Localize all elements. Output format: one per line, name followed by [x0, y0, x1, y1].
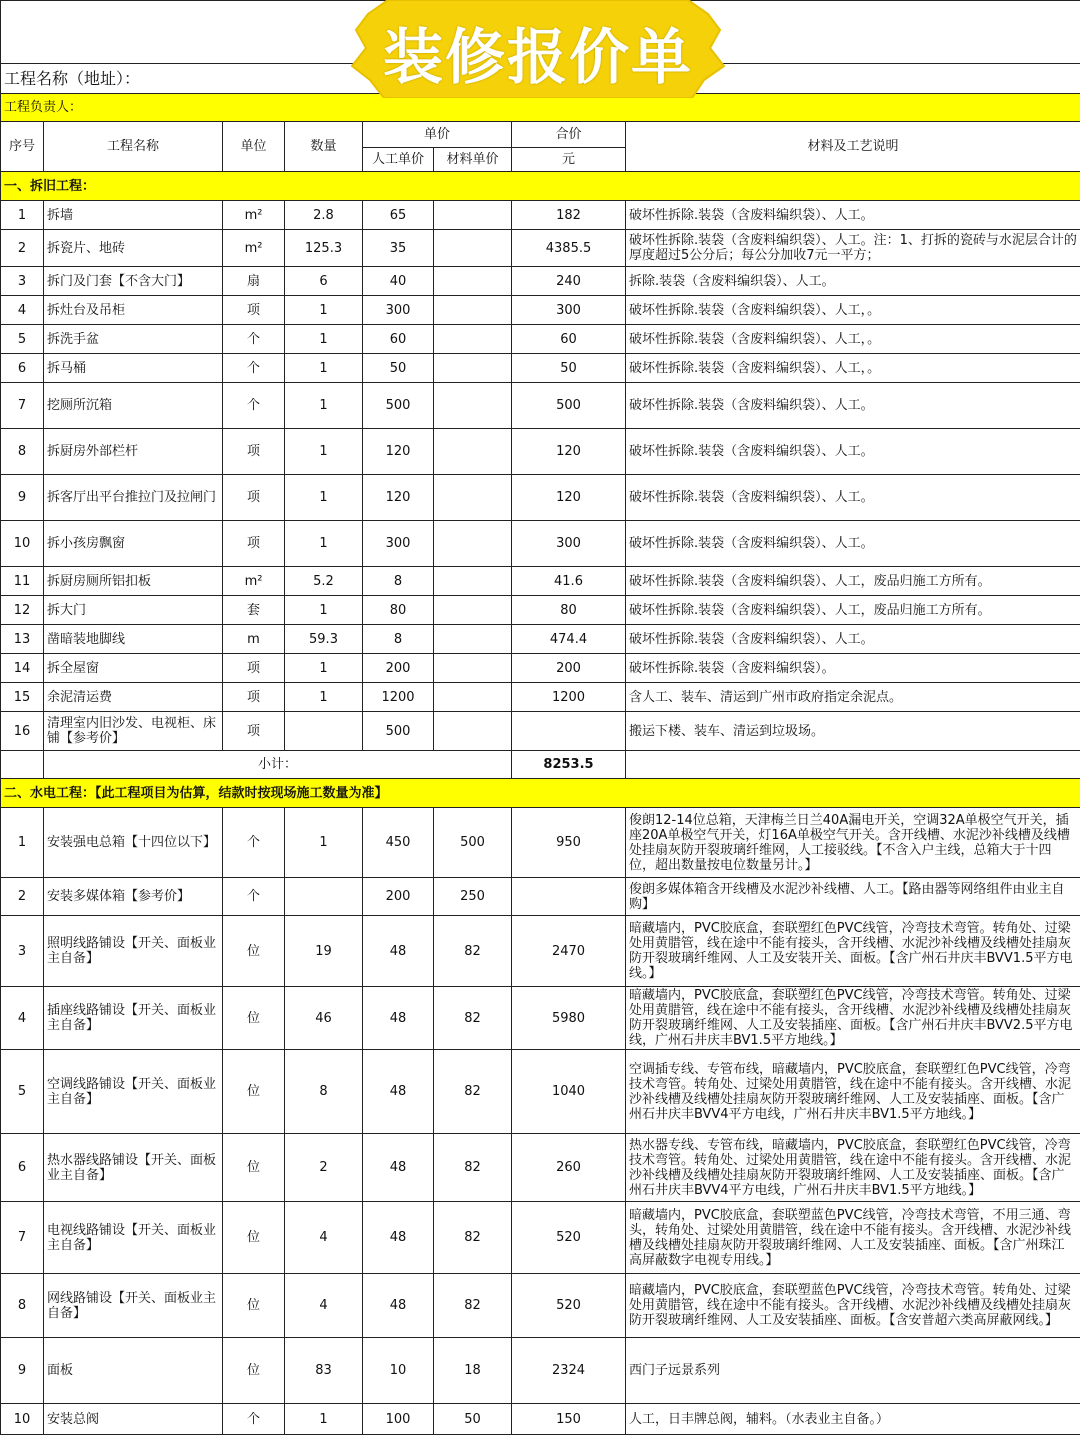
- row-qty: 1: [285, 383, 363, 429]
- row-material-price: [434, 596, 512, 625]
- row-name: 拆瓷片、地砖: [44, 230, 223, 267]
- row-labor-price: 48: [363, 1050, 434, 1134]
- row-material-price: 250: [434, 878, 512, 916]
- row-desc: 破坏性拆除.装袋（含废料编织袋）、人工，废品归施工方所有。: [626, 596, 1080, 625]
- row-desc: 破坏性拆除.装袋（含废料编织袋）、人工。: [626, 625, 1080, 654]
- row-desc: 暗藏墙内，PVC胶底盒，套联塑蓝色PVC线管，冷弯技术弯管，不用三通、弯头，转角处、过梁处用黄腊管，线在途中不能有接头。含开线槽、水泥沙补线槽及线槽处挂扇灰防开裂玻璃纤维网、人工及安装插座、面板。【含广州珠江高屏蔽数字电视专用线。】: [626, 1202, 1080, 1274]
- row-no: 4: [1, 987, 44, 1050]
- row-labor-price: 10: [363, 1338, 434, 1404]
- row-total: 500: [512, 383, 626, 429]
- table-row: [1, 808, 1080, 878]
- row-total: [512, 712, 626, 751]
- row-desc: 西门子远景系列: [626, 1338, 1080, 1404]
- row-material-price: [434, 683, 512, 712]
- header-qty: 数量: [285, 122, 363, 172]
- row-total: 150: [512, 1404, 626, 1435]
- subtotal-desc-blank: [626, 751, 1080, 779]
- table-row: [1, 1274, 1080, 1338]
- subtotal-label: 小计：: [44, 751, 512, 779]
- table-row: [1, 1338, 1080, 1404]
- row-material-price: 18: [434, 1338, 512, 1404]
- row-desc: 搬运下楼、装车、清运到垃圾场。: [626, 712, 1080, 751]
- row-name: 面板: [44, 1338, 223, 1404]
- row-total: 80: [512, 596, 626, 625]
- row-no: 6: [1, 354, 44, 383]
- row-desc: 人工，日丰牌总阀，辅料。（水表业主自备。）: [626, 1404, 1080, 1435]
- row-desc: 俊朗多媒体箱含开线槽及水泥沙补线槽、人工。【路由器等网络组件由业主自购】: [626, 878, 1080, 916]
- row-total: 240: [512, 267, 626, 296]
- row-material-price: [434, 654, 512, 683]
- row-unit: 项: [223, 521, 285, 567]
- row-no: 8: [1, 429, 44, 475]
- row-total: 200: [512, 654, 626, 683]
- row-total: 60: [512, 325, 626, 354]
- row-qty: 5.2: [285, 567, 363, 596]
- row-total: 950: [512, 808, 626, 878]
- row-qty: [285, 878, 363, 916]
- table-row: [1, 325, 1080, 354]
- row-desc: 热水器专线、专管布线，暗藏墙内，PVC胶底盒，套联塑红色PVC线管，冷弯技术弯管。转角处、过梁处用黄腊管，线在途中不能有接头。含开线槽、水泥沙补线槽及线槽处挂扇灰防开裂玻璃纤维网、人工及安装插座、面板。【含广州石井庆丰BVV4平方电线，广州石井庆丰BV1.5平方地线。】: [626, 1134, 1080, 1202]
- row-unit: m: [223, 625, 285, 654]
- row-unit: m²: [223, 201, 285, 230]
- row-labor-price: 500: [363, 383, 434, 429]
- row-labor-price: 80: [363, 596, 434, 625]
- row-no: 10: [1, 1404, 44, 1435]
- row-unit: 项: [223, 683, 285, 712]
- table-row: [1, 1134, 1080, 1202]
- row-name: 拆客厅出平台推拉门及拉闸门: [44, 475, 223, 521]
- table-row: [1, 878, 1080, 916]
- row-labor-price: 50: [363, 354, 434, 383]
- table-row: [1, 916, 1080, 987]
- row-labor-price: 100: [363, 1404, 434, 1435]
- row-material-price: [434, 567, 512, 596]
- table-row: [1, 521, 1080, 567]
- row-material-price: 82: [434, 1274, 512, 1338]
- row-total: [512, 878, 626, 916]
- header-no: 序号: [1, 122, 44, 172]
- row-unit: 套: [223, 596, 285, 625]
- row-material-price: [434, 230, 512, 267]
- row-total: 120: [512, 429, 626, 475]
- row-labor-price: 48: [363, 1202, 434, 1274]
- row-name: 拆厨房外部栏杆: [44, 429, 223, 475]
- banner-title: 装修报价单: [383, 23, 693, 93]
- row-unit: 项: [223, 475, 285, 521]
- subtotal-blank: [1, 751, 44, 779]
- row-labor-price: 450: [363, 808, 434, 878]
- row-name: 照明线路铺设【开关、面板业主自备】: [44, 916, 223, 987]
- row-unit: 项: [223, 654, 285, 683]
- row-no: 5: [1, 325, 44, 354]
- row-no: 6: [1, 1134, 44, 1202]
- row-desc: 破坏性拆除.装袋（含废料编织袋）、人工，。: [626, 296, 1080, 325]
- table-row: [1, 1202, 1080, 1274]
- table-row: [1, 201, 1080, 230]
- row-labor-price: 60: [363, 325, 434, 354]
- row-qty: 1: [285, 808, 363, 878]
- row-unit: 位: [223, 1050, 285, 1134]
- row-name: 凿暗装地脚线: [44, 625, 223, 654]
- row-name: 空调线路铺设【开关、面板业主自备】: [44, 1050, 223, 1134]
- row-desc: 破坏性拆除.装袋（含废料编织袋）、人工，废品归施工方所有。: [626, 567, 1080, 596]
- row-desc: 俊朗12-14位总箱，天津梅兰日兰40A漏电开关，空调32A单极空气开关，插座20A单极空气开关，灯16A单极空气开关。含开线槽、水泥沙补线槽及线槽处挂扇灰防开裂玻璃纤维网，人工接驳线。【不含入户主线，总箱大于十四位，超出数量按电位数量另计。】: [626, 808, 1080, 878]
- row-unit: 位: [223, 987, 285, 1050]
- row-material-price: [434, 712, 512, 751]
- table-row: [1, 712, 1080, 751]
- row-labor-price: 500: [363, 712, 434, 751]
- row-qty: 8: [285, 1050, 363, 1134]
- row-name: 拆门及门套【不含大门】: [44, 267, 223, 296]
- row-name: 插座线路铺设【开关、面板业主自备】: [44, 987, 223, 1050]
- row-material-price: 82: [434, 916, 512, 987]
- header-unit-price: 单价: [363, 122, 512, 148]
- row-qty: 125.3: [285, 230, 363, 267]
- row-material-price: [434, 429, 512, 475]
- table-row: [1, 654, 1080, 683]
- table-row: [1, 567, 1080, 596]
- row-desc: 破坏性拆除.装袋（含废料编织袋）、人工，。: [626, 325, 1080, 354]
- row-no: 7: [1, 383, 44, 429]
- row-unit: 位: [223, 1134, 285, 1202]
- row-name: 清理室内旧沙发、电视柜、床铺【参考价】: [44, 712, 223, 751]
- row-qty: 2: [285, 1134, 363, 1202]
- table-row: [1, 987, 1080, 1050]
- row-qty: 83: [285, 1338, 363, 1404]
- row-qty: 1: [285, 296, 363, 325]
- title-banner: [348, 0, 728, 98]
- row-no: 11: [1, 567, 44, 596]
- table-row: [1, 1404, 1080, 1435]
- row-desc: 破坏性拆除.装袋（含废料编织袋）、人工。: [626, 521, 1080, 567]
- row-desc: 破坏性拆除.装袋（含废料编织袋）、人工。: [626, 429, 1080, 475]
- row-no: 13: [1, 625, 44, 654]
- row-no: 7: [1, 1202, 44, 1274]
- row-labor-price: 120: [363, 475, 434, 521]
- table-row: [1, 596, 1080, 625]
- row-qty: 1: [285, 521, 363, 567]
- row-qty: 1: [285, 325, 363, 354]
- row-name: 安装多媒体箱【参考价】: [44, 878, 223, 916]
- row-name: 电视线路铺设【开关、面板业主自备】: [44, 1202, 223, 1274]
- row-no: 8: [1, 1274, 44, 1338]
- subtotal-value: 8253.5: [512, 751, 626, 779]
- row-labor-price: 35: [363, 230, 434, 267]
- row-total: 520: [512, 1274, 626, 1338]
- row-labor-price: 65: [363, 201, 434, 230]
- row-labor-price: 40: [363, 267, 434, 296]
- section2-title-row: [1, 779, 1080, 808]
- row-no: 15: [1, 683, 44, 712]
- header-desc: 材料及工艺说明: [626, 122, 1080, 172]
- row-total: 300: [512, 296, 626, 325]
- row-labor-price: 120: [363, 429, 434, 475]
- row-labor-price: 48: [363, 987, 434, 1050]
- row-total: 4385.5: [512, 230, 626, 267]
- row-no: 1: [1, 201, 44, 230]
- row-material-price: [434, 354, 512, 383]
- row-total: 5980: [512, 987, 626, 1050]
- row-material-price: [434, 383, 512, 429]
- row-material-price: [434, 325, 512, 354]
- row-unit: 个: [223, 383, 285, 429]
- row-no: 9: [1, 475, 44, 521]
- row-desc: 空调插专线、专管布线，暗藏墙内，PVC胶底盒，套联塑红色PVC线管，冷弯技术弯管。转角处、过梁处用黄腊管，线在途中不能有接头。含开线槽、水泥沙补线槽及线槽处挂扇灰防开裂玻璃纤维网、人工及安装插座、面板。【含广州石井庆丰BVV4平方电线，广州石井庆丰BV1.5平方地线。】: [626, 1050, 1080, 1134]
- row-unit: m²: [223, 567, 285, 596]
- row-total: 520: [512, 1202, 626, 1274]
- row-qty: 4: [285, 1202, 363, 1274]
- row-qty: 19: [285, 916, 363, 987]
- table-row: [1, 1050, 1080, 1134]
- row-material-price: 500: [434, 808, 512, 878]
- row-unit: 个: [223, 808, 285, 878]
- row-no: 5: [1, 1050, 44, 1134]
- row-material-price: 82: [434, 1050, 512, 1134]
- row-total: 1200: [512, 683, 626, 712]
- row-total: 260: [512, 1134, 626, 1202]
- row-total: 50: [512, 354, 626, 383]
- row-labor-price: 1200: [363, 683, 434, 712]
- subtotal-row: [1, 751, 1080, 779]
- row-qty: 1: [285, 1404, 363, 1435]
- row-no: 2: [1, 230, 44, 267]
- row-material-price: 82: [434, 987, 512, 1050]
- row-name: 拆墙: [44, 201, 223, 230]
- row-desc: 破坏性拆除.装袋（含废料编织袋）、人工。注：1、打拆的瓷砖与水泥层合计的厚度超过5公分后；每公分加收7元一平方；: [626, 230, 1080, 267]
- section2-title: 二、水电工程：【此工程项目为估算，结款时按现场施工数量为准】: [1, 779, 1080, 808]
- row-unit: m²: [223, 230, 285, 267]
- row-qty: 6: [285, 267, 363, 296]
- row-desc: 破坏性拆除.装袋（含废料编织袋）、人工。: [626, 383, 1080, 429]
- row-labor-price: 200: [363, 654, 434, 683]
- row-total: 300: [512, 521, 626, 567]
- row-no: 12: [1, 596, 44, 625]
- row-qty: 1: [285, 654, 363, 683]
- row-material-price: 82: [434, 1134, 512, 1202]
- row-no: 9: [1, 1338, 44, 1404]
- row-total: 1040: [512, 1050, 626, 1134]
- row-total: 2470: [512, 916, 626, 987]
- row-no: 3: [1, 916, 44, 987]
- header-row-1: [1, 122, 1080, 148]
- row-unit: 个: [223, 878, 285, 916]
- row-desc: 拆除.装袋（含废料编织袋）、人工。: [626, 267, 1080, 296]
- row-no: 4: [1, 296, 44, 325]
- row-unit: 位: [223, 916, 285, 987]
- row-no: 3: [1, 267, 44, 296]
- row-total: 474.4: [512, 625, 626, 654]
- row-total: 2324: [512, 1338, 626, 1404]
- header-total-unit: 元: [512, 148, 626, 172]
- row-total: 41.6: [512, 567, 626, 596]
- row-name: 热水器线路铺设【开关、面板业主自备】: [44, 1134, 223, 1202]
- row-unit: 项: [223, 429, 285, 475]
- table-row: [1, 683, 1080, 712]
- row-name: 拆全屋窗: [44, 654, 223, 683]
- row-qty: 1: [285, 683, 363, 712]
- header-total: 合价: [512, 122, 626, 148]
- row-qty: 1: [285, 475, 363, 521]
- row-labor-price: 48: [363, 1134, 434, 1202]
- row-material-price: 50: [434, 1404, 512, 1435]
- project-name-label: 工程名称（地址）：: [1, 64, 1080, 94]
- row-desc: 含人工、装车、清运到广州市政府指定余泥点。: [626, 683, 1080, 712]
- row-no: 10: [1, 521, 44, 567]
- row-unit: 个: [223, 325, 285, 354]
- row-no: 14: [1, 654, 44, 683]
- row-name: 拆灶台及吊柜: [44, 296, 223, 325]
- row-total: 120: [512, 475, 626, 521]
- row-total: 182: [512, 201, 626, 230]
- row-name: 挖厕所沉箱: [44, 383, 223, 429]
- row-desc: 暗藏墙内，PVC胶底盒，套联塑蓝色PVC线管，冷弯技术弯管。转角处、过梁处用黄腊管，线在途中不能有接头。含开线槽、水泥沙补线槽及线槽处挂扇灰防开裂玻璃纤维网、人工及安装插座、面板。【含安普超六类高屏蔽网线。】: [626, 1274, 1080, 1338]
- table-row: [1, 267, 1080, 296]
- row-unit: 个: [223, 354, 285, 383]
- row-labor-price: 48: [363, 1274, 434, 1338]
- row-no: 1: [1, 808, 44, 878]
- row-labor-price: 8: [363, 567, 434, 596]
- row-material-price: [434, 625, 512, 654]
- table-row: [1, 296, 1080, 325]
- row-labor-price: 48: [363, 916, 434, 987]
- row-desc: 破坏性拆除.装袋（含废料编织袋）、人工，。: [626, 354, 1080, 383]
- row-material-price: [434, 296, 512, 325]
- row-labor-price: 300: [363, 521, 434, 567]
- section1-title: 一、拆旧工程：: [1, 172, 1080, 201]
- table-row: [1, 429, 1080, 475]
- row-material-price: [434, 267, 512, 296]
- row-material-price: [434, 201, 512, 230]
- section1-title-row: [1, 172, 1080, 201]
- header-unit: 单位: [223, 122, 285, 172]
- table-row: [1, 230, 1080, 267]
- row-name: 拆大门: [44, 596, 223, 625]
- row-material-price: [434, 475, 512, 521]
- row-name: 拆马桶: [44, 354, 223, 383]
- row-qty: 2.8: [285, 201, 363, 230]
- row-qty: 1: [285, 596, 363, 625]
- row-material-price: 82: [434, 1202, 512, 1274]
- row-unit: 项: [223, 712, 285, 751]
- row-name: 安装总阀: [44, 1404, 223, 1435]
- row-labor-price: 300: [363, 296, 434, 325]
- row-unit: 位: [223, 1202, 285, 1274]
- row-desc: 破坏性拆除.装袋（含废料编织袋）、人工。: [626, 201, 1080, 230]
- header-labor-price: 人工单价: [363, 148, 434, 172]
- row-qty: 1: [285, 354, 363, 383]
- row-name: 拆小孩房飘窗: [44, 521, 223, 567]
- table-row: [1, 625, 1080, 654]
- row-material-price: [434, 521, 512, 567]
- row-name: 安装强电总箱【十四位以下】: [44, 808, 223, 878]
- row-qty: [285, 712, 363, 751]
- row-desc: 破坏性拆除.装袋（含废料编织袋）。: [626, 654, 1080, 683]
- row-labor-price: 8: [363, 625, 434, 654]
- row-qty: 59.3: [285, 625, 363, 654]
- row-name: 网线路铺设【开关、面板业主自备】: [44, 1274, 223, 1338]
- row-unit: 扇: [223, 267, 285, 296]
- row-qty: 46: [285, 987, 363, 1050]
- row-unit: 位: [223, 1338, 285, 1404]
- row-qty: 4: [285, 1274, 363, 1338]
- header-name: 工程名称: [44, 122, 223, 172]
- row-no: 2: [1, 878, 44, 916]
- table-row: [1, 475, 1080, 521]
- row-desc: 暗藏墙内，PVC胶底盒，套联塑红色PVC线管，冷弯技术弯管。转角处、过梁处用黄腊管，线在途中不能有接头，含开线槽、水泥沙补线槽及线槽处挂扇灰防开裂玻璃纤维网、人工及安装插座、面板。【含广州石井庆丰BVV2.5平方电线，广州石井庆丰BV1.5平方地线。】: [626, 987, 1080, 1050]
- header-material-price: 材料单价: [434, 148, 512, 172]
- row-unit: 位: [223, 1274, 285, 1338]
- manager-label: 工程负责人：: [1, 94, 1080, 122]
- table-row: [1, 383, 1080, 429]
- row-unit: 项: [223, 296, 285, 325]
- row-name: 拆厨房厕所铝扣板: [44, 567, 223, 596]
- row-name: 拆洗手盆: [44, 325, 223, 354]
- row-desc: 暗藏墙内，PVC胶底盒，套联塑红色PVC线管，冷弯技术弯管。转角处、过梁处用黄腊管，线在途中不能有接头，含开线槽、水泥沙补线槽及线槽处挂扇灰防开裂玻璃纤维网、人工及安装开关、面板。【含广州石井庆丰BVV1.5平方电线。】: [626, 916, 1080, 987]
- table-row: [1, 354, 1080, 383]
- row-name: 余泥清运费: [44, 683, 223, 712]
- row-qty: 1: [285, 429, 363, 475]
- row-labor-price: 200: [363, 878, 434, 916]
- row-desc: 破坏性拆除.装袋（含废料编织袋）、人工。: [626, 475, 1080, 521]
- row-unit: 个: [223, 1404, 285, 1435]
- row-no: 16: [1, 712, 44, 751]
